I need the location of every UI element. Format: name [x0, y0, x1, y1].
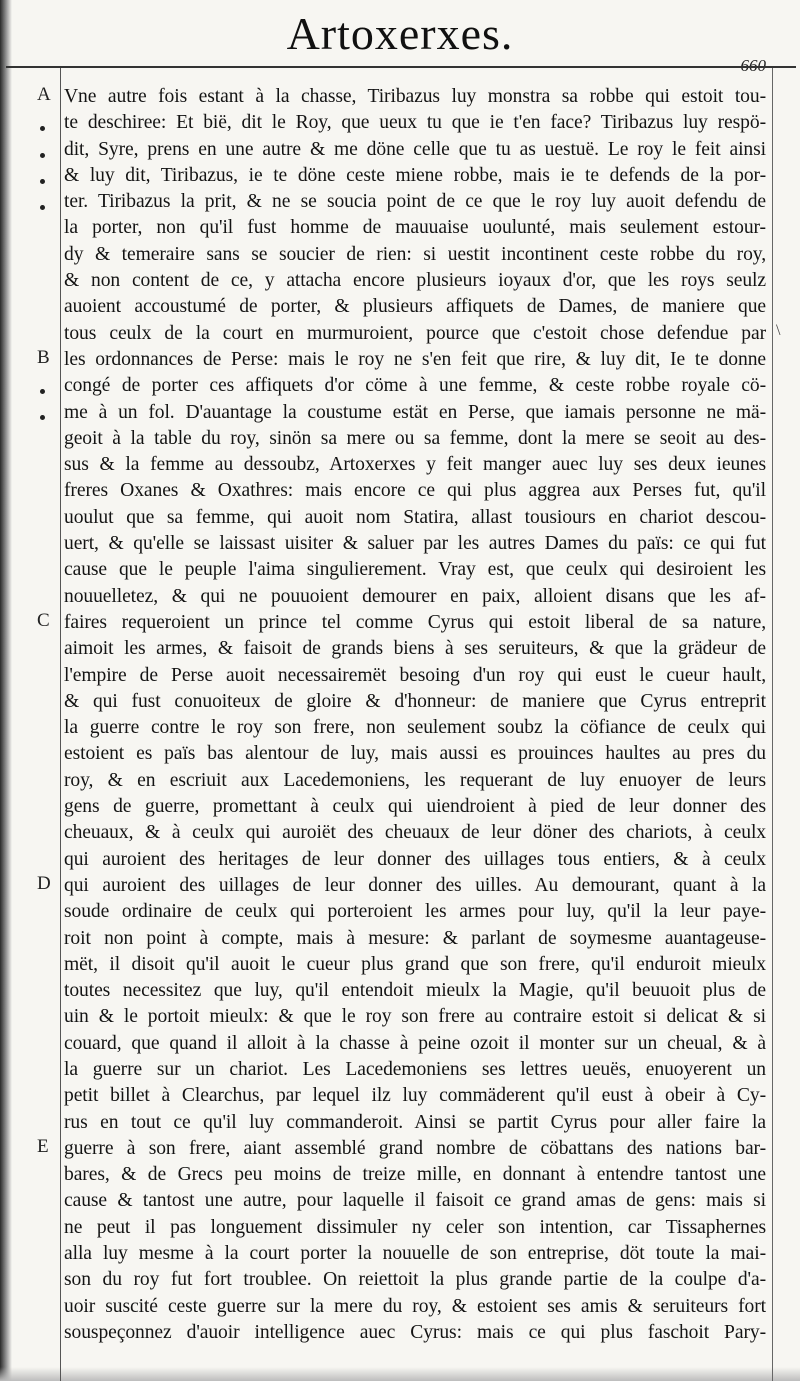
margin-letter-a: A [37, 84, 51, 105]
text-line: alla luy mesme à la court porter la nouuelle de son entreprise, döt toute la mai- [64, 1243, 766, 1265]
text-line: rus en tout ce qu'il luy commanderoit. Ainsi se partit Cyrus pour aller faire la [64, 1111, 766, 1133]
text-line: faires requeroient un prince tel comme Cyrus qui estoit liberal de sa nature, [64, 611, 766, 633]
header-rule [6, 66, 796, 68]
margin-mark [40, 205, 45, 210]
margin-mark [40, 126, 45, 131]
text-line: uoir suscité ceste guerre sur la mere du roy, & estoient ses amis & seruiteurs fort [64, 1295, 766, 1317]
text-line: toutes necessitez que luy, qu'il entendoit mieulx la Magie, qu'il beuuoit plus de [64, 980, 766, 1002]
text-line: roy, & en escriuit aux Lacedemoniens, les requerant de luy enuoyer de leurs [64, 769, 766, 791]
text-line: couard, que quand il alloit à la chasse à peine ozoit il monter sur un cheual, & à [64, 1032, 766, 1054]
text-line: son du roy fut fort troublee. On reiettoit la plus grande partie de la coulpe d'a- [64, 1269, 766, 1291]
text-line: l'empire de Perse auoit necessairemët besoing d'un roy qui eust le cueur hault, [64, 664, 766, 686]
margin-mark [40, 415, 45, 420]
text-line: ter. Tiribazus la prit, & ne se soucia point de ce que le roy luy auoit defendu de [64, 191, 766, 213]
text-line: cause que le peuple l'aima singulierement. Vray est, que ceulx qui desiroient les [64, 559, 766, 581]
text-line: la guerre contre le roy son frere, non seulement soubz la cöfiance de ceulx qui [64, 717, 766, 739]
text-line: te deschiree: Et bië, dit le Roy, que ueux tu que ie t'en face? Tiribazus luy respö- [64, 112, 766, 134]
bottom-edge-shadow [0, 1367, 800, 1381]
text-line: mët, il disoit qu'il auoit le cueur plus grand que son frere, qu'il enduroit mieulx [64, 953, 766, 975]
margin-letter-e: E [37, 1136, 49, 1157]
text-line: dy & temeraire sans se soucier de rien: si uestit incontinent ceste robbe du roy, [64, 243, 766, 265]
left-margin-rule [60, 68, 61, 1381]
text-line: nouuelletez, & qui ne pouuoient demourer en paix, alloient disans que les af- [64, 585, 766, 607]
text-line: sus & la femme au dessoubz, Artoxerxes y feit manger auec luy ses deux ieunes [64, 454, 766, 476]
text-line: dit, Syre, prens en une autre & me döne celle que tu as uestuë. Le roy le feit ainsi [64, 138, 766, 160]
margin-letter-c: C [37, 610, 50, 631]
text-line: auoient accoustumé de porter, & plusieurs affiquets de Dames, de maniere que [64, 296, 766, 318]
text-line: les ordonnances de Perse: mais le roy ne s'en feit que rire, & luy dit, Ie te donne [64, 348, 766, 370]
text-line: petit billet à Clearchus, par lequel ilz luy commäderent qu'il eust à obeir à Cy- [64, 1085, 766, 1107]
text-line: qui auroient des uillages de leur donner des uilles. Au demourant, quant à la [64, 874, 766, 896]
text-line: geoit à la table du roy, sinön sa mere ou sa femme, dont la mere se seoit au des- [64, 427, 766, 449]
text-line: estoient es païs bas alentour de luy, mais aussi es prouinces haultes au pres du [64, 743, 766, 765]
margin-mark [40, 153, 45, 158]
text-line: cheuaux, & à ceulx qui auroiët des cheuaux de leur döner des chariots, à ceulx [64, 822, 766, 844]
text-line: freres Oxanes & Oxathres: mais encore ce qui plus aggrea aux Perses fut, qu'il [64, 480, 766, 502]
running-head: Artoxerxes. [286, 8, 514, 59]
text-line: me à un fol. D'auantage la coustume estät en Perse, que iamais personne ne mä- [64, 401, 766, 423]
margin-letter-d: D [37, 873, 51, 894]
text-line: bares, & de Grecs peu moins de treize mille, en donnant à entendre tantost une [64, 1164, 766, 1186]
text-line: soude ordinaire de ceulx qui porteroient les armes pour luy, qu'il la leur paye- [64, 901, 766, 923]
text-line: cause & tantost une autre, pour laquelle il faisoit ce grand amas de gens: mais si [64, 1190, 766, 1212]
text-line: la porter, non qu'il fust homme de mauuaise uoulunté, mais seulement estour- [64, 217, 766, 239]
text-line: & non content de ce, y attacha encore plusieurs ioyaux d'or, que les roys seulz [64, 270, 766, 292]
text-line: gens de guerre, promettant à ceulx qui uiendroient à pied de leur donner des [64, 796, 766, 818]
text-line: & luy dit, Tiribazus, ie te döne ceste miene robbe, mais ie te defends de la por- [64, 164, 766, 186]
text-line: uert, & qu'elle se laissast uisiter & saluer par les autres Dames du païs: ce qui fut [64, 533, 766, 555]
margin-letter-b: B [37, 347, 50, 368]
spine-shadow [0, 0, 12, 1381]
text-line: qui auroient des heritages de leur donner des uillages tous entiers, & à ceulx [64, 848, 766, 870]
text-line: aimoit les armes, & faisoit de grands biens à ses seruiteurs, & que la grädeur de [64, 638, 766, 660]
margin-mark [40, 389, 45, 394]
margin-mark [40, 179, 45, 184]
text-line: & qui fust conuoiteux de gloire & d'honneur: de maniere que Cyrus entreprit [64, 690, 766, 712]
text-line: uoulut que sa femme, qui auoit nom Statira, allast tousiours en chariot descou- [64, 506, 766, 528]
text-line: tous ceulx de la court en murmuroient, pource que c'estoit chose defendue par [64, 322, 766, 344]
text-line: uin & le portoit mieulx: & que le roy son frere au contraire estoit si delicat & si [64, 1006, 766, 1028]
text-line: congé de porter ces affiquets d'or cöme à une femme, & ceste robbe royale cö- [64, 375, 766, 397]
right-margin-rule [772, 68, 773, 1381]
body-text [64, 84, 766, 1346]
text-line: roit non point à compte, mais à mesure: & parlant de soymesme auantageuse- [64, 927, 766, 949]
text-line: souspeçonnez d'auoir intelligence auec Cyrus: mais ce qui plus faschoit Pary- [64, 1321, 766, 1343]
text-line: la guerre sur un chariot. Les Lacedemoniens ses lettres ueuës, enuoyerent un [64, 1058, 766, 1080]
stray-ink-mark: \ [776, 322, 781, 339]
text-line: guerre à son frere, aiant assemblé grand nombre de cöbattans des nations bar- [64, 1137, 766, 1159]
text-line: ne peut il pas longuement dissimuler ny celer son intention, car Tissaphernes [64, 1216, 766, 1238]
text-line: Vne autre fois estant à la chasse, Tiribazus luy monstra sa robbe qui estoit tou- [64, 86, 766, 107]
